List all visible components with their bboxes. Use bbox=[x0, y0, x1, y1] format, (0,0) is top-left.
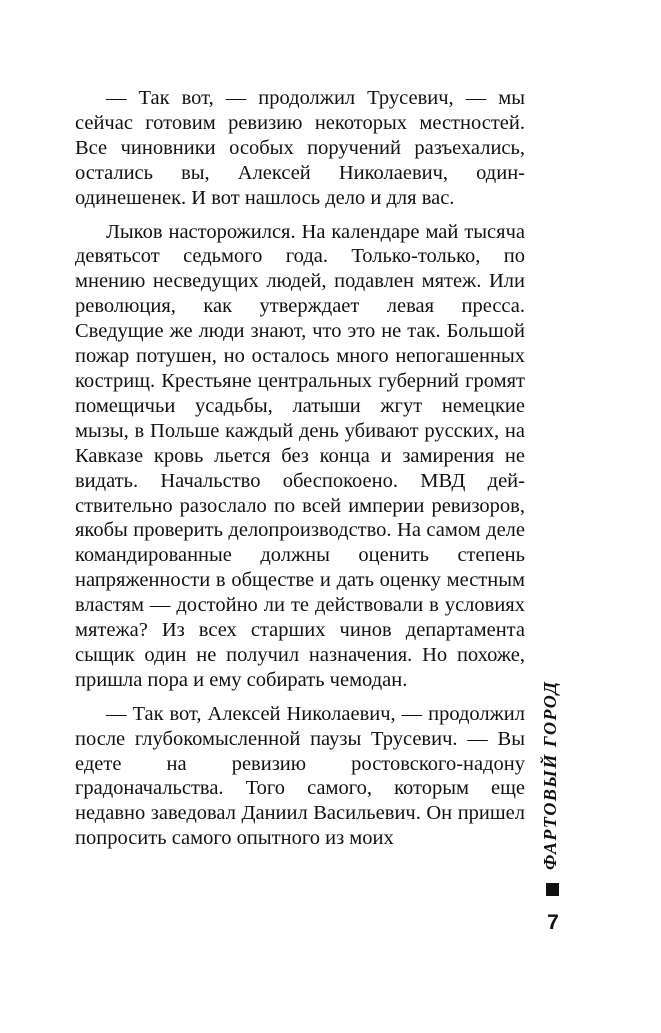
paragraph-1: — Так вот, — продолжил Трусевич, — мы сейчас готовим ревизию некоторых местностей. Все чиновники особых поручений разъехались, остались вы, Алексей Николаевич, один-одинешенек. И вот нашлось дело и для вас. bbox=[75, 87, 525, 209]
page-number: 7 bbox=[547, 911, 559, 934]
running-title: ФАРТОВЫЙ ГОРОД bbox=[540, 680, 560, 870]
paragraph-3: — Так вот, Алексей Николаевич, — продолжил после глубокомысленной паузы Трусевич. — Вы едете на ревизию ростовского-надону градоначальства. Того самого, которым еще недавно заведовал Даниил Васильевич. Он пришел попросить самого опытного из моих bbox=[75, 702, 525, 850]
body-text bbox=[75, 86, 525, 851]
square-marker-icon bbox=[546, 883, 559, 896]
paragraph-2: Лыков насторожился. На календаре май тысяча девятьсот седьмого года. Только-только, по мнению несведущих людей, подавлен мятеж. Или революция, как утверждает левая пресса. Сведущие же люди знают, что это не так. Большой пожар потушен, но осталось много непогашенных кострищ. Крестьяне центральных губерний громят помещичьи усадьбы, латыши жгут немецкие мызы, в Польше каждый день убивают русских, на Кавказе кровь льется без конца и замирения не видать. Начальство обеспокоено. МВД действительно разослало по всей империи ревизоров, якобы проверить делопроизводство. На самом деле командированные должны оценить степень напряженности в обществе и дать оценку местным властям — достойно ли те действовали в условиях мятежа? Из всех старших чинов департамента сыщик один не получил назначения. Но похоже, пришла пора и ему собирать чемодан. bbox=[75, 220, 525, 691]
